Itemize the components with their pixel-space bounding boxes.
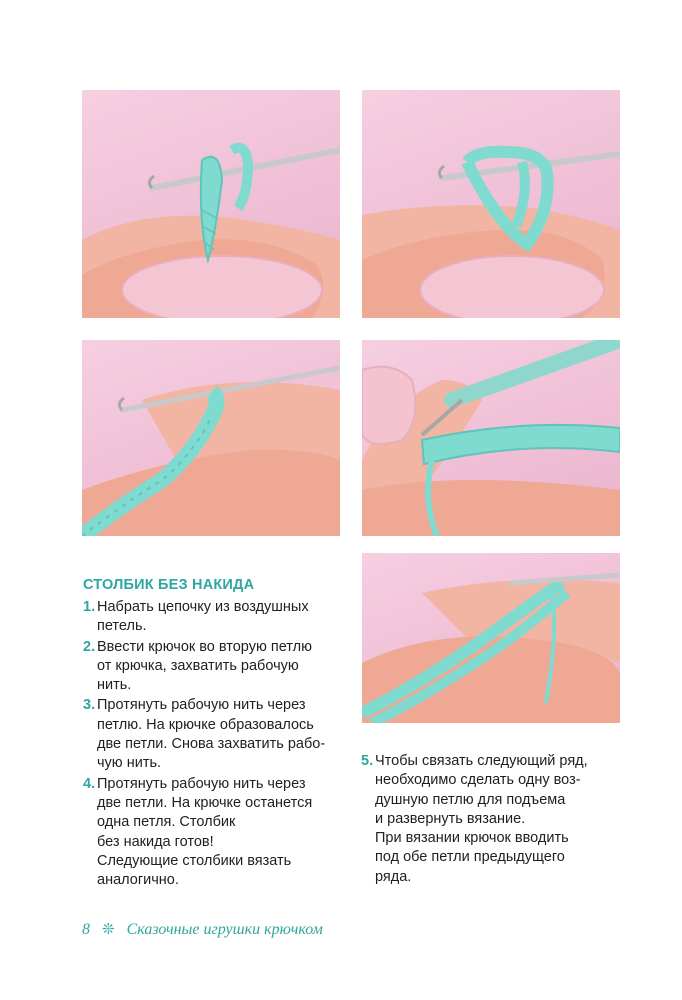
step-number: 3. xyxy=(83,697,96,714)
step-text: Ввести крючок во вторую петлю от крючка, захватить рабочую нить. xyxy=(97,638,312,694)
step-number: 5. xyxy=(361,753,374,769)
step-number: 4. xyxy=(83,775,96,792)
section-title: СТОЛБИК БЕЗ НАКИДА xyxy=(83,577,255,593)
step-item xyxy=(83,775,348,891)
page-number: 8 xyxy=(82,920,90,938)
steps-list-left xyxy=(83,598,348,891)
steps-list-right xyxy=(361,752,626,888)
step-item xyxy=(83,638,348,696)
step-item xyxy=(361,752,626,887)
step-photo-2 xyxy=(362,90,620,318)
page-footer xyxy=(82,920,323,939)
step-item xyxy=(83,696,348,773)
step-photo-1 xyxy=(82,90,340,318)
step-text: Протянуть рабочую нить через петлю. На крючке образовалось две петли. Снова захватить рабо- чую нить. xyxy=(97,697,326,772)
step-text: Набрать цепочку из воздушных петель. xyxy=(97,599,309,635)
step-photo-3 xyxy=(82,340,340,536)
step-photo-5 xyxy=(362,553,620,723)
step-text: Чтобы связать следующий ряд, необходимо сделать одну воз- душную петлю для подъема и развернуть вязание. При вязании крючок вводить под обе петли предыдущего ряда. xyxy=(375,753,588,885)
step-number: 1. xyxy=(83,599,96,615)
step-text: Протянуть рабочую нить через две петли. На крючке останется одна петля. Столбик без накида готов! Следующие столбики вязать аналогично. xyxy=(97,775,313,889)
step-number: 2. xyxy=(83,638,96,655)
book-title: Сказочные игрушки крючком xyxy=(126,920,323,938)
step-photo-4 xyxy=(362,340,620,536)
step-item xyxy=(83,598,348,637)
snowflake-icon: ❊ xyxy=(102,922,115,938)
